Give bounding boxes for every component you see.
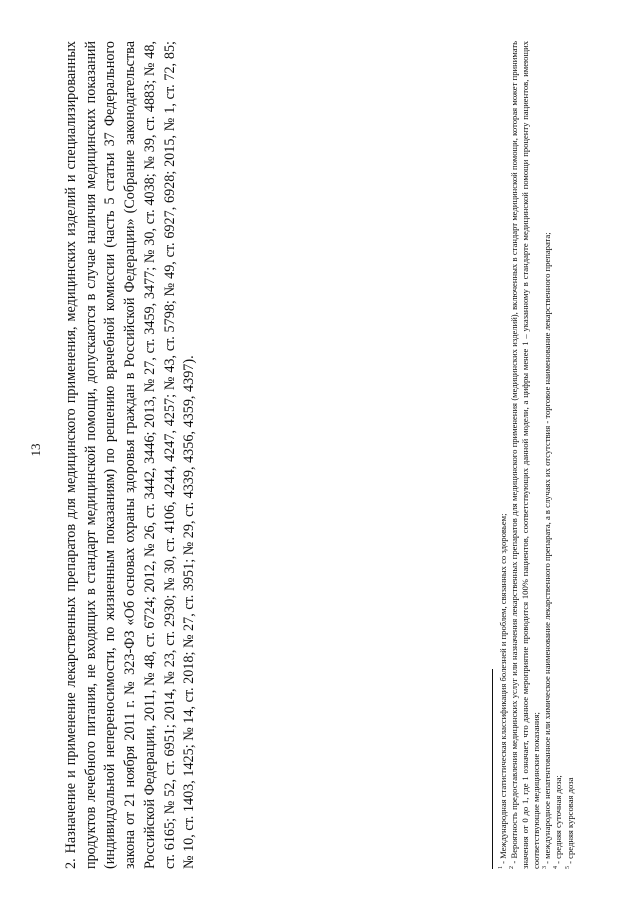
footnote-marker: 2: [509, 866, 516, 869]
footnote-3: [542, 41, 553, 869]
footnote-text: - средняя суточная доза;: [553, 775, 564, 864]
page-number: 13: [28, 443, 43, 457]
footnote-4: [553, 41, 564, 869]
paragraph-2: 2. Назначение и применение лекарственных препаратов для медицинского применения, медицинских изделий и специализированных продуктов лечебного питания, не входящих в стандарт медицинской помощи, допускаются в случае наличия медицинских показаний (индивидуальной непереносимости, по жизненным показаниям) по решению врачебной комиссии (часть 5 статьи 37 Федерального закона от 21 ноября 2011 г. № 323-ФЗ «Об основах охраны здоровья граждан в Российской Федерации» (Собрание законодательства Российской Федерации, 2011, № 48, ст. 6724; 2012, № 26, ст. 3442, 3446; 2013, № 27, ст. 3459, 3477; № 30, ст. 4038; № 39, ст. 4883; № 48, ст. 6165; № 52, ст. 6951; 2014, № 23, ст. 2930; № 30, ст. 4106, 4244, 4247, 4257; № 43, ст. 5798; № 49, ст. 6927, 6928; 2015, № 1, ст. 72, 85; № 10, ст. 1403, 1425; № 14, ст. 2018; № 27, ст. 3951; № 29, ст. 4339, 4356, 4359, 4397).: [63, 41, 198, 869]
footnote-marker: 5: [564, 866, 571, 869]
footnote-2: [509, 41, 542, 869]
footnotes: [498, 41, 576, 869]
footnote-separator: [492, 669, 493, 869]
footnote-5: [565, 41, 576, 869]
main-text: [62, 41, 200, 869]
footnote-marker: 1: [498, 866, 505, 869]
footnote-1: [498, 41, 509, 869]
footnote-marker: 3: [542, 866, 549, 869]
footnote-marker: 4: [553, 866, 560, 869]
footnote-text: - международное непатентованное или химическое наименование лекарственного препарата, а в случаях их отсутствия - торговое наименование лекарственного препарата;: [542, 232, 553, 864]
footnote-text: - Вероятность предоставления медицинских услуг или назначения лекарственных препаратов для медицинского применения (медицинских изделий), включенных в стандарт медицинской помощи, которая может принимать значения от 0 до 1, где 1 означает, что данное мероприятие проводится 100% пациентов, соответствующих данной модели, а цифры менее 1 – указанному в стандарте медицинской помощи проценту пациентов, имеющих соответствующие медицинские показания;: [509, 41, 542, 869]
footnote-text: - средняя курсовая доза: [564, 777, 575, 864]
footnote-text: - Международная статистическая классификация болезней и проблем, связанных со здоровьем;: [498, 513, 508, 864]
